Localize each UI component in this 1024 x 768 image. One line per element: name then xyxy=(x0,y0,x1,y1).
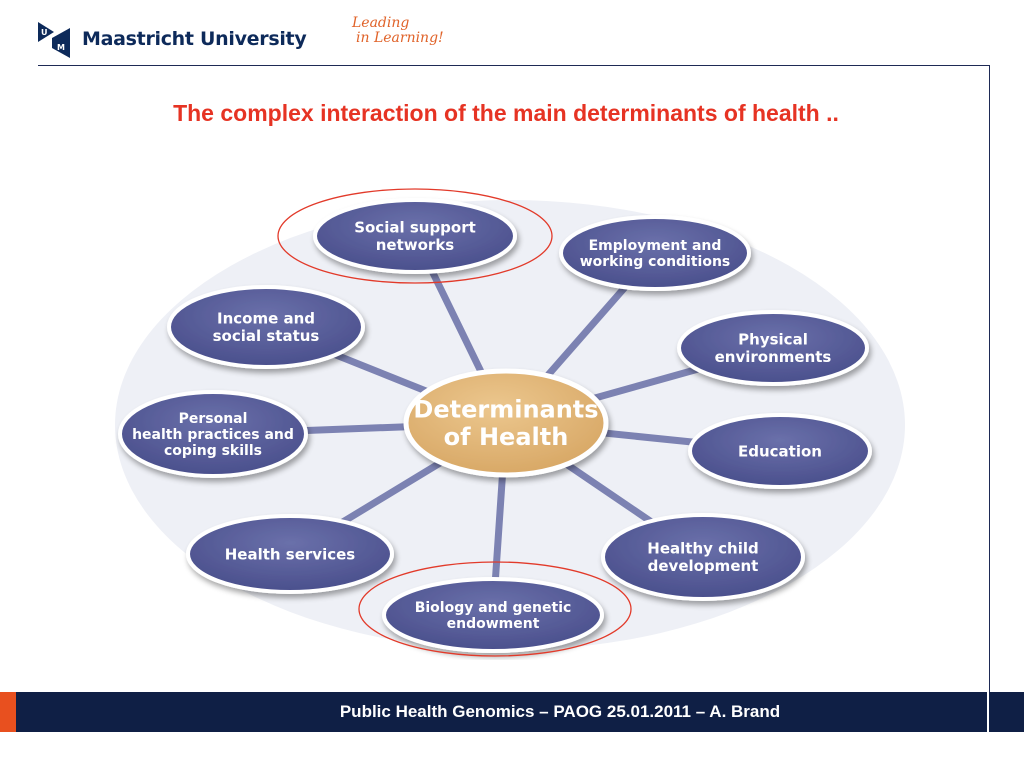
slogan-line-1: Leading xyxy=(352,15,410,31)
node-social-support-label-line: Social support xyxy=(354,218,476,237)
node-employment-label-line: working conditions xyxy=(579,253,731,270)
center-node-label-line: of Health xyxy=(443,423,569,452)
slogan-line-2: in Learning! xyxy=(356,30,444,46)
footer-divider xyxy=(987,692,989,732)
node-income-label-line: social status xyxy=(212,326,320,345)
footer-accent xyxy=(0,692,16,732)
um-logo-icon xyxy=(36,20,72,60)
university-logo xyxy=(36,16,456,62)
right-border xyxy=(989,65,990,731)
node-personal-health xyxy=(120,392,306,476)
node-physical-env-label-line: Physical xyxy=(738,330,808,349)
diagram-canvas xyxy=(110,180,910,660)
node-healthy-child-label-line: Healthy child xyxy=(647,539,759,558)
node-physical-env xyxy=(679,312,867,384)
node-physical-env-label-line: environments xyxy=(714,347,832,366)
node-biology xyxy=(384,579,602,651)
node-social-support xyxy=(315,200,515,272)
footer-text: Public Health Genomics – PAOG 25.01.2011 – A. Brand xyxy=(339,702,781,721)
slide-title: The complex interaction of the main determinants of health .. xyxy=(173,100,839,126)
node-health-services-label-line: Health services xyxy=(224,545,356,564)
node-personal-health-label-line: Personal xyxy=(178,410,248,427)
center-node-label-line: Determinants xyxy=(413,395,599,424)
node-education xyxy=(690,415,870,487)
node-employment xyxy=(561,217,749,289)
node-health-services xyxy=(188,516,392,592)
determinants-diagram xyxy=(110,180,910,660)
header-divider xyxy=(38,65,990,66)
node-income xyxy=(169,287,363,367)
node-healthy-child-label-line: development xyxy=(647,556,759,575)
logo-slogan xyxy=(352,16,452,46)
node-personal-health-label-line: health practices and xyxy=(132,426,294,443)
node-education-label-line: Education xyxy=(738,442,822,461)
node-personal-health-label-line: coping skills xyxy=(164,443,262,459)
logo-letter-u: U xyxy=(41,28,48,37)
node-biology-label-line: endowment xyxy=(446,615,540,632)
node-income-label-line: Income and xyxy=(216,309,316,328)
node-healthy-child xyxy=(603,515,803,599)
node-social-support-label-line: networks xyxy=(375,235,455,254)
university-name: Maastricht University xyxy=(82,28,307,50)
node-biology-label-line: Biology and genetic xyxy=(414,599,572,616)
logo-letter-m: M xyxy=(57,43,65,52)
center-node xyxy=(406,371,606,475)
node-employment-label-line: Employment and xyxy=(588,237,722,254)
